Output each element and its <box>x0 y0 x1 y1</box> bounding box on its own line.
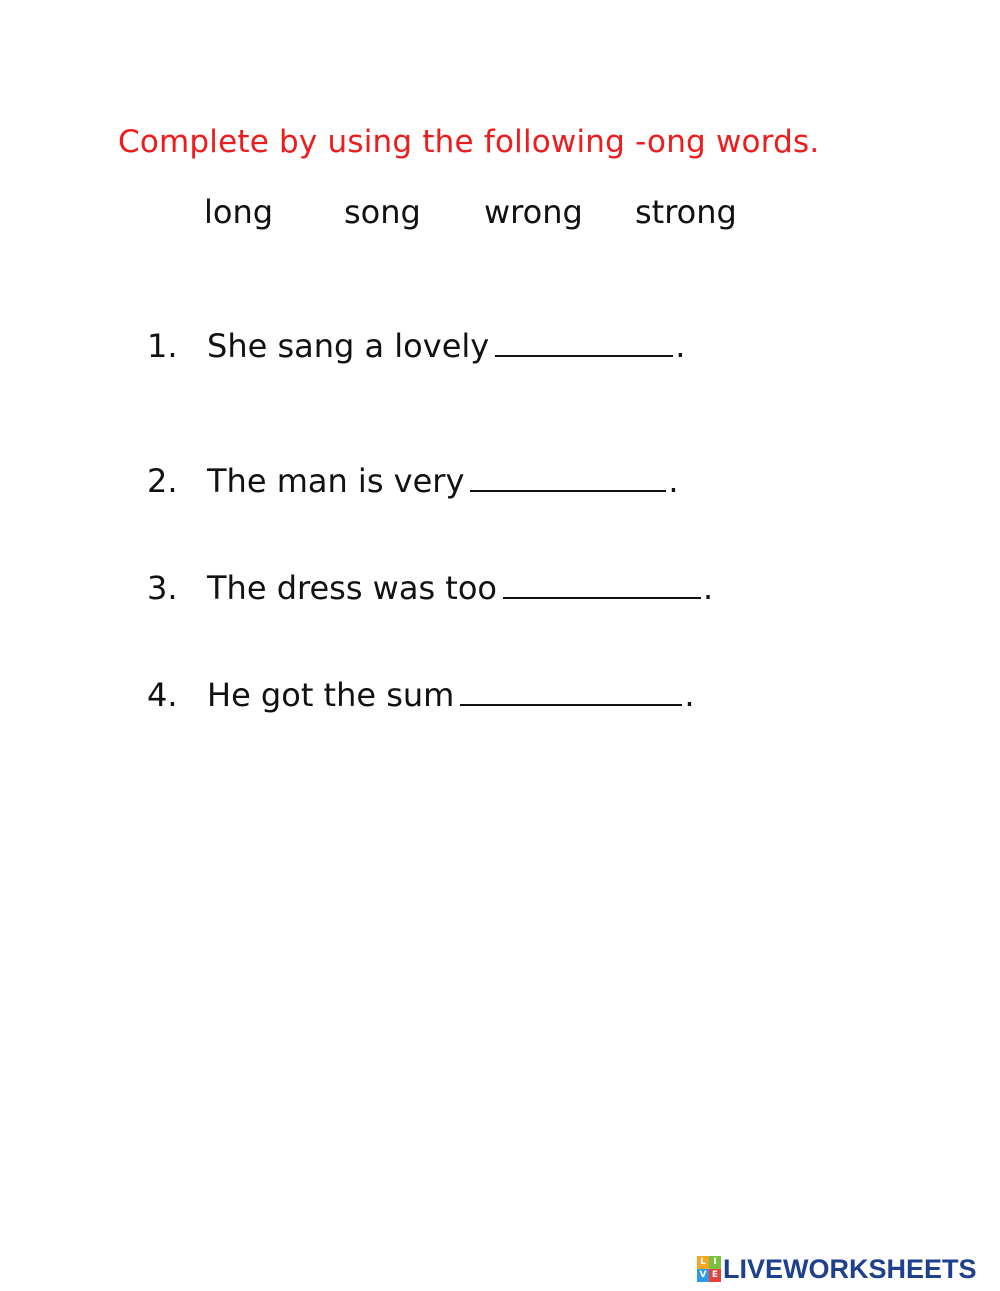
question-1 <box>147 325 685 365</box>
logo-mark-letter: I <box>709 1256 721 1269</box>
instruction-heading: Complete by using the following -ong words. <box>118 124 820 160</box>
answer-blank[interactable] <box>495 325 673 357</box>
answer-blank[interactable] <box>460 674 682 706</box>
question-3 <box>147 567 713 607</box>
question-number: 2. <box>147 462 178 500</box>
question-end: . <box>668 462 679 500</box>
question-text: She sang a lovely <box>207 327 490 365</box>
word-bank-item: wrong <box>484 193 583 231</box>
question-2 <box>147 460 679 500</box>
question-text: He got the sum <box>207 676 455 714</box>
liveworksheets-logo-icon <box>697 1256 721 1282</box>
answer-blank[interactable] <box>503 567 701 599</box>
logo-mark-letter: L <box>697 1256 709 1269</box>
logo-mark-letter: E <box>709 1269 721 1282</box>
word-bank-item: strong <box>635 193 737 231</box>
logo-mark-letter: V <box>697 1269 709 1282</box>
question-number: 3. <box>147 569 178 607</box>
question-4 <box>147 674 695 714</box>
question-number: 1. <box>147 327 178 365</box>
liveworksheets-logo <box>697 1254 977 1284</box>
answer-blank[interactable] <box>470 460 666 492</box>
question-number: 4. <box>147 676 178 714</box>
question-text: The man is very <box>207 462 465 500</box>
logo-text: LIVEWORKSHEETS <box>723 1253 977 1284</box>
question-end: . <box>702 569 714 607</box>
word-bank-item: long <box>204 193 274 231</box>
question-end: . <box>675 327 686 365</box>
question-end: . <box>684 676 695 714</box>
word-bank-item: song <box>344 193 421 231</box>
question-text: The dress was too <box>207 569 497 607</box>
